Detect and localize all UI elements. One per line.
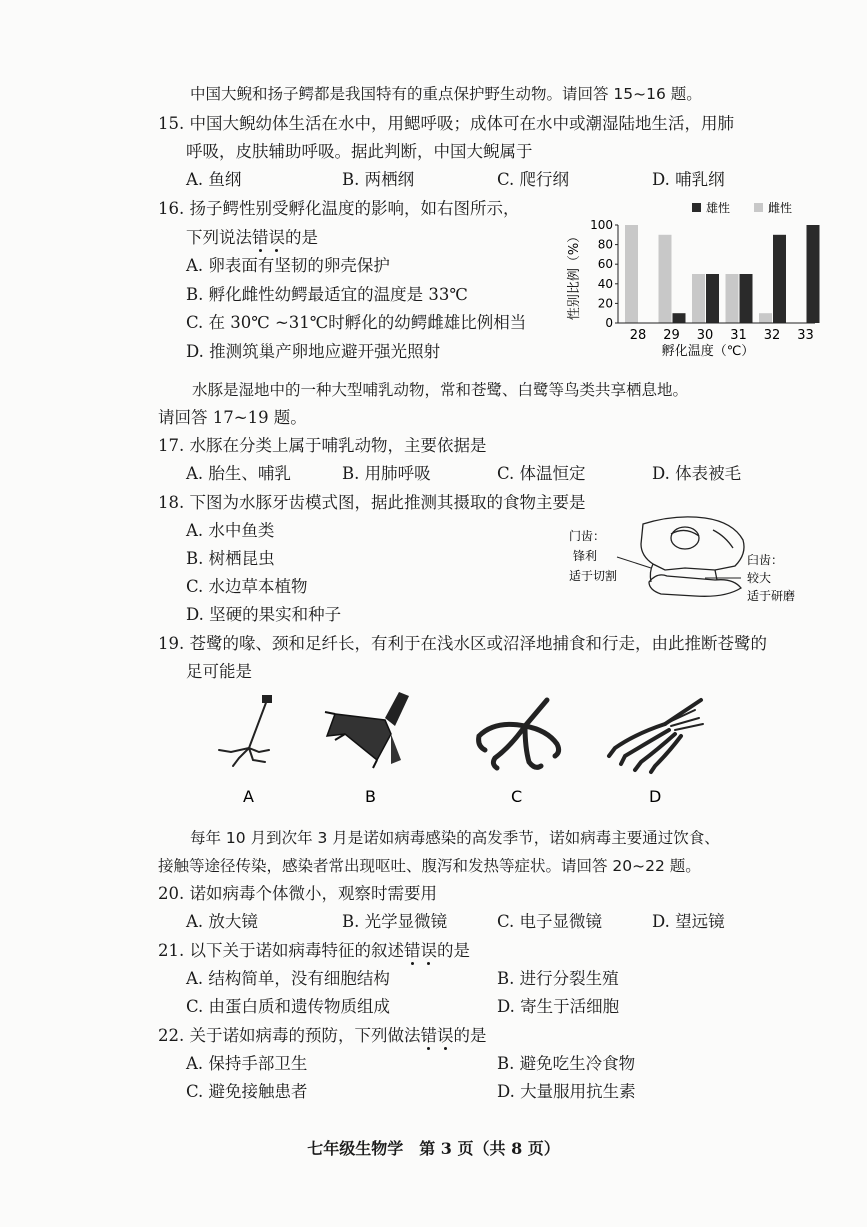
q18-option-d: D. 坚硬的果实和种子 [186, 605, 342, 624]
emphasis-mark: 误 [268, 228, 285, 247]
chart-x-tick-label: 28 [629, 328, 647, 343]
chart-y-axis-label: 性别比例（%） [567, 229, 582, 321]
q18-option-c: C. 水边草本植物 [186, 577, 308, 596]
q20-option-b: B. 光学显微镜 [342, 912, 448, 931]
q22-option-b: B. 避免吃生冷食物 [497, 1054, 636, 1073]
q16-option-d: D. 推测筑巢产卵地应避开强光照射 [186, 342, 441, 361]
foot-a-slender-icon [219, 696, 271, 766]
chart-legend-swatch [754, 203, 763, 212]
molar-label-large: 较大 [747, 571, 772, 585]
chart-x-tick-label: 33 [797, 328, 814, 343]
chart-x-tick-label: 30 [696, 328, 714, 343]
emphasis-mark: 误 [420, 941, 437, 960]
sex-ratio-bar-chart [560, 195, 840, 365]
q18-stem: 18. 下图为水豚牙齿模式图，据此推测其摄取的食物主要是 [158, 493, 586, 512]
q22-option-a: A. 保持手部卫生 [186, 1054, 308, 1073]
q21-stem: 21. 以下关于诺如病毒特征的叙述错误的是 [158, 941, 470, 960]
foot-c-talons-icon [479, 700, 559, 768]
chart-y-tick-label: 40 [597, 276, 613, 291]
chart-bar [659, 235, 672, 323]
incisor-label-sharp: 锋利 [573, 549, 598, 563]
q21-option-c: C. 由蛋白质和遗传物质组成 [186, 997, 391, 1016]
chart-bar [807, 225, 820, 323]
chart-y-tick-label: 0 [605, 316, 613, 330]
q18-option-b: B. 树栖昆虫 [186, 549, 275, 568]
molar-label-title: 臼齿： [747, 553, 784, 567]
q22-option-d: D. 大量服用抗生素 [497, 1082, 636, 1101]
q17-option-d: D. 体表被毛 [652, 464, 742, 483]
foot-b-webbed-icon [325, 692, 409, 768]
q20-option-d: D. 望远镜 [652, 912, 725, 931]
foot-c-label: C [511, 787, 523, 806]
q19-stem-line1: 19. 苍鹭的喙、颈和足纤长，有利于在浅水区或沼泽地捕食和行走，由此推断苍鹭的 [158, 634, 767, 653]
q17-option-a: A. 胎生、哺乳 [186, 464, 291, 483]
chart-y-tick-label: 100 [590, 218, 613, 232]
chart-y-ticks [590, 218, 618, 330]
section-intro: 每年 10 月到次年 3 月是诺如病毒感染的高发季节，诺如病毒主要通过饮食、 [190, 829, 720, 847]
q22-stem: 22. 关于诺如病毒的预防，下列做法错误的是 [158, 1026, 487, 1045]
chart-y-tick-label: 20 [597, 296, 613, 311]
chart-bar [673, 313, 686, 323]
chart-legend [692, 200, 792, 215]
bird-feet-figure [195, 690, 735, 810]
q17-option-c: C. 体温恒定 [497, 464, 586, 483]
section-intro: 中国大鲵和扬子鳄都是我国特有的重点保护野生动物。请回答 15~16 题。 [190, 85, 702, 103]
chart-x-tick-label: 32 [763, 328, 781, 343]
q20-stem: 20. 诺如病毒个体微小，观察时需要用 [158, 884, 437, 903]
q20-option-c: C. 电子显微镜 [497, 912, 603, 931]
molar-label-use: 适于研磨 [747, 589, 796, 603]
foot-d-label: D [649, 787, 662, 806]
chart-bars [625, 225, 820, 323]
chart-y-tick-label: 80 [597, 237, 613, 252]
chart-legend-label: 雄性 [706, 201, 731, 215]
chart-bar [740, 274, 753, 323]
foot-b-label: B [365, 787, 376, 806]
q16-option-b: B. 孵化雌性幼鳄最适宜的温度是 33℃ [186, 285, 468, 304]
q17-option-b: B. 用肺呼吸 [342, 464, 431, 483]
q15-stem-line2: 呼吸，皮肤辅助呼吸。据此判断，中国大鲵属于 [186, 142, 533, 161]
chart-legend-swatch [692, 203, 701, 212]
q21-option-b: B. 进行分裂生殖 [497, 969, 619, 988]
section-intro-cont: 请回答 17~19 题。 [158, 408, 307, 427]
emphasis-mark: 错 [420, 1026, 437, 1045]
q15-option-a: A. 鱼纲 [186, 170, 242, 189]
q17-stem: 17. 水豚在分类上属于哺乳动物，主要依据是 [158, 436, 487, 455]
chart-bar [773, 235, 786, 323]
foot-d-claw-icon [609, 700, 703, 772]
q16-option-a: A. 卵表面有坚韧的卵壳保护 [186, 256, 390, 275]
q16-stem-line1: 16. 扬子鳄性别受孵化温度的影响，如右图所示， [158, 199, 520, 218]
chart-bar [625, 225, 638, 323]
incisor-label-title: 门齿： [569, 529, 606, 543]
q21-option-d: D. 寄生于活细胞 [497, 997, 620, 1016]
section-intro-cont: 接触等途径传染，感染者常出现呕吐、腹泻和发热等症状。请回答 20~22 题。 [158, 857, 701, 875]
q18-option-a: A. 水中鱼类 [186, 521, 275, 540]
chart-bar [759, 313, 772, 323]
emphasis-mark: 错 [404, 941, 421, 960]
q15-option-d: D. 哺乳纲 [652, 170, 725, 189]
chart-x-tick-label: 29 [663, 328, 680, 343]
chart-x-tick-label: 31 [730, 328, 747, 343]
chart-x-axis-label: 孵化温度（℃） [661, 344, 755, 359]
q16-option-c: C. 在 30℃ ~31℃时孵化的幼鳄雌雄比例相当 [186, 313, 527, 332]
chart-bar [726, 274, 739, 323]
capybara-skull-figure [565, 510, 815, 610]
emphasis-mark: 误 [437, 1026, 454, 1045]
section-intro: 水豚是湿地中的一种大型哺乳动物，常和苍鹭、白鹭等鸟类共享栖息地。 [192, 381, 689, 399]
q15-option-b: B. 两栖纲 [342, 170, 415, 189]
incisor-label-use: 适于切割 [569, 569, 618, 583]
q22-option-c: C. 避免接触患者 [186, 1082, 308, 1101]
q19-stem-line2: 足可能是 [186, 662, 252, 681]
q15-option-c: C. 爬行纲 [497, 170, 570, 189]
chart-y-tick-label: 60 [597, 257, 613, 272]
foot-a-label: A [243, 787, 254, 806]
chart-bar [706, 274, 719, 323]
chart-x-ticks [630, 328, 814, 343]
chart-legend-label: 雌性 [768, 201, 793, 215]
chart-bar [692, 274, 705, 323]
q21-option-a: A. 结构简单，没有细胞结构 [186, 969, 390, 988]
q16-stem-line2: 下列说法错误的是 [186, 228, 318, 247]
q15-stem-line1: 15. 中国大鲵幼体生活在水中，用鳃呼吸；成体可在水中或潮湿陆地生活，用肺 [158, 114, 734, 133]
emphasis-mark: 错 [252, 228, 269, 247]
page-footer: 七年级生物学 第 3 页（共 8 页） [307, 1139, 560, 1158]
q20-option-a: A. 放大镜 [186, 912, 258, 931]
